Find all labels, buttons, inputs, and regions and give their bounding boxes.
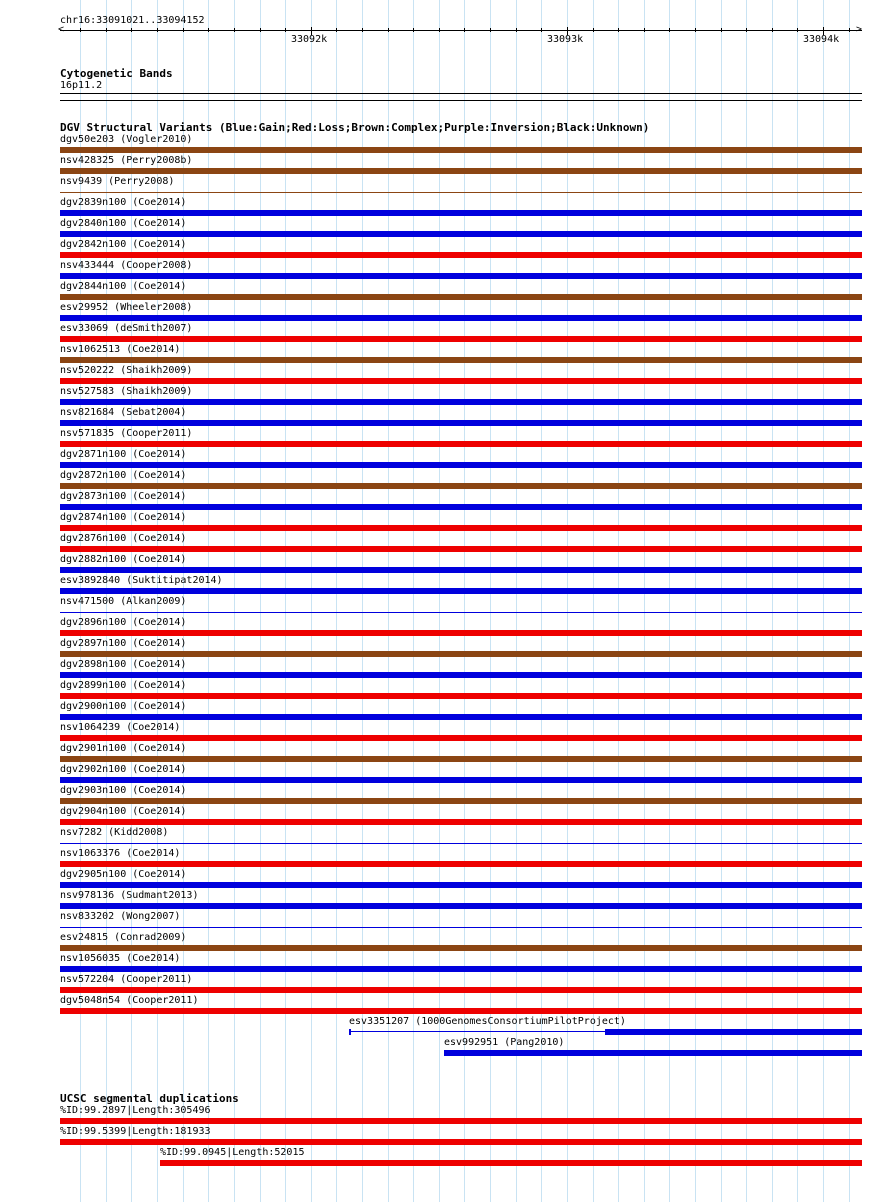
variant-bar[interactable]	[60, 525, 862, 531]
variant-bar[interactable]	[60, 588, 862, 594]
ruler-minor-tick	[285, 28, 286, 32]
ruler-minor-tick	[618, 28, 619, 32]
variant-bar[interactable]	[60, 252, 862, 258]
gridline	[797, 0, 798, 1202]
variant-label[interactable]: dgv2882n100 (Coe2014)	[60, 554, 187, 565]
variant-label[interactable]: nsv471500 (Alkan2009)	[60, 596, 187, 607]
ruler-minor-tick	[721, 28, 722, 32]
variant-label[interactable]: dgv2839n100 (Coe2014)	[60, 197, 187, 208]
segdup-bar[interactable]	[160, 1160, 862, 1166]
variant-bar[interactable]	[60, 357, 862, 363]
variant-label[interactable]: nsv527583 (Shaikh2009)	[60, 386, 193, 397]
variant-label[interactable]: dgv2876n100 (Coe2014)	[60, 533, 187, 544]
variant-label[interactable]: dgv2900n100 (Coe2014)	[60, 701, 187, 712]
gridline	[823, 0, 824, 1202]
cytoband-title: Cytogenetic Bands	[60, 67, 173, 80]
gridline	[336, 0, 337, 1202]
variant-label[interactable]: dgv2842n100 (Coe2014)	[60, 239, 187, 250]
variant-bar[interactable]	[60, 462, 862, 468]
variant-label[interactable]: esv33069 (deSmith2007)	[60, 323, 193, 334]
variant-label[interactable]: nsv1064239 (Coe2014)	[60, 722, 181, 733]
variant-bar[interactable]	[60, 714, 862, 720]
variant-bar[interactable]	[60, 483, 862, 489]
ruler-minor-tick	[849, 28, 850, 32]
ruler-minor-tick	[464, 28, 465, 32]
variant-label[interactable]: dgv2905n100 (Coe2014)	[60, 869, 187, 880]
variant-bar[interactable]	[444, 1050, 862, 1056]
variant-label[interactable]: nsv428325 (Perry2008b)	[60, 155, 193, 166]
cytoband-top-line	[60, 93, 862, 94]
variant-bar[interactable]	[60, 843, 862, 844]
variant-bar[interactable]	[60, 336, 862, 342]
ruler-minor-tick	[669, 28, 670, 32]
ruler-minor-tick	[439, 28, 440, 32]
ruler-minor-tick	[644, 28, 645, 32]
variant-label[interactable]: nsv571835 (Cooper2011)	[60, 428, 193, 439]
variant-label[interactable]: dgv5048n54 (Cooper2011)	[60, 995, 199, 1006]
ruler-minor-tick	[797, 28, 798, 32]
gridline	[849, 0, 850, 1202]
variant-bar[interactable]	[60, 966, 862, 972]
variant-label[interactable]: nsv821684 (Sebat2004)	[60, 407, 187, 418]
ruler-minor-tick	[593, 28, 594, 32]
variant-label[interactable]: dgv2872n100 (Coe2014)	[60, 470, 187, 481]
variant-bar[interactable]	[60, 273, 862, 279]
variant-label[interactable]: nsv833202 (Wong2007)	[60, 911, 181, 922]
variant-bar[interactable]	[60, 612, 862, 613]
variant-label[interactable]: nsv520222 (Shaikh2009)	[60, 365, 193, 376]
variant-label[interactable]: nsv1062513 (Coe2014)	[60, 344, 181, 355]
variant-bar[interactable]	[60, 147, 862, 153]
ruler-location: chr16:33091021..33094152	[60, 15, 205, 26]
variant-bar[interactable]	[60, 882, 862, 888]
variant-label[interactable]: esv24815 (Conrad2009)	[60, 932, 187, 943]
variant-label[interactable]: dgv2844n100 (Coe2014)	[60, 281, 187, 292]
ruler-minor-tick	[516, 28, 517, 32]
cytoband-bottom-line	[60, 100, 862, 101]
variant-label[interactable]: dgv50e203 (Vogler2010)	[60, 134, 193, 145]
ruler-left-arrow-icon: <	[58, 24, 65, 35]
gridline	[644, 0, 645, 1202]
variant-bar[interactable]	[60, 399, 862, 405]
variant-bar[interactable]	[605, 1029, 862, 1035]
ruler-minor-tick	[208, 28, 209, 32]
ruler-minor-tick	[183, 28, 184, 32]
variant-label[interactable]: dgv2871n100 (Coe2014)	[60, 449, 187, 460]
ruler-minor-tick	[336, 28, 337, 32]
variant-label[interactable]: dgv2901n100 (Coe2014)	[60, 743, 187, 754]
variant-bar[interactable]	[60, 777, 862, 783]
ruler-minor-tick	[260, 28, 261, 32]
gridline	[746, 0, 747, 1202]
variant-bar[interactable]	[60, 441, 862, 447]
variant-label[interactable]: esv992951 (Pang2010)	[444, 1037, 565, 1048]
variant-bar[interactable]	[60, 378, 862, 384]
variant-bar[interactable]	[60, 927, 862, 928]
ruler-minor-tick	[157, 28, 158, 32]
gridline	[721, 0, 722, 1202]
ruler-minor-tick	[106, 28, 107, 32]
variant-bar[interactable]	[60, 231, 862, 237]
segdup-title: UCSC segmental duplications	[60, 1092, 239, 1105]
variant-bar[interactable]	[60, 567, 862, 573]
variant-bar[interactable]	[60, 756, 862, 762]
segdup-bar[interactable]	[60, 1118, 862, 1124]
variant-bar[interactable]	[60, 735, 862, 741]
gridline	[234, 0, 235, 1202]
variant-bar[interactable]	[349, 1029, 351, 1035]
segdup-label[interactable]: %ID:99.5399|Length:181933	[60, 1126, 211, 1137]
variant-label[interactable]: nsv433444 (Cooper2008)	[60, 260, 193, 271]
variant-bar[interactable]	[60, 546, 862, 552]
variant-bar[interactable]	[60, 903, 862, 909]
variant-bar[interactable]	[60, 504, 862, 510]
variant-bar[interactable]	[60, 630, 862, 636]
variant-bar[interactable]	[60, 315, 862, 321]
ruler-minor-tick	[388, 28, 389, 32]
variant-label[interactable]: dgv2873n100 (Coe2014)	[60, 491, 187, 502]
variant-label[interactable]: dgv2898n100 (Coe2014)	[60, 659, 187, 670]
gridline	[285, 0, 286, 1202]
variant-label[interactable]: nsv9439 (Perry2008)	[60, 176, 175, 187]
variant-label[interactable]: dgv2896n100 (Coe2014)	[60, 617, 187, 628]
ruler-right-arrow-icon: >	[856, 24, 863, 35]
variant-bar[interactable]	[60, 294, 862, 300]
variant-label[interactable]: esv29952 (Wheeler2008)	[60, 302, 193, 313]
gridline	[669, 0, 670, 1202]
variant-label[interactable]: dgv2874n100 (Coe2014)	[60, 512, 187, 523]
gridline	[260, 0, 261, 1202]
ruler-tick-label: 33094k	[803, 34, 840, 45]
ruler-minor-tick	[541, 28, 542, 32]
ruler-minor-tick	[80, 28, 81, 32]
dgv-title: DGV Structural Variants (Blue:Gain;Red:Loss;Brown:Complex;Purple:Inversion;Black:Unknown)	[60, 121, 650, 134]
variant-bar[interactable]	[60, 672, 862, 678]
variant-bar[interactable]	[60, 693, 862, 699]
variant-bar[interactable]	[60, 420, 862, 426]
ruler-minor-tick	[413, 28, 414, 32]
gridline	[695, 0, 696, 1202]
variant-label[interactable]: dgv2840n100 (Coe2014)	[60, 218, 187, 229]
ruler-tick-label: 33092k	[291, 34, 328, 45]
variant-bar[interactable]	[60, 945, 862, 951]
variant-bar[interactable]	[60, 192, 862, 193]
ruler-minor-tick	[234, 28, 235, 32]
variant-label[interactable]: dgv2899n100 (Coe2014)	[60, 680, 187, 691]
ruler-minor-tick	[131, 28, 132, 32]
variant-label[interactable]: esv3892840 (Suktitipat2014)	[60, 575, 223, 586]
variant-label[interactable]: dgv2903n100 (Coe2014)	[60, 785, 187, 796]
variant-label[interactable]: dgv2904n100 (Coe2014)	[60, 806, 187, 817]
ruler-minor-tick	[695, 28, 696, 32]
variant-label[interactable]: nsv1056035 (Coe2014)	[60, 953, 181, 964]
variant-bar[interactable]	[60, 861, 862, 867]
variant-label[interactable]: nsv1063376 (Coe2014)	[60, 848, 181, 859]
gridline	[772, 0, 773, 1202]
variant-label[interactable]: dgv2897n100 (Coe2014)	[60, 638, 187, 649]
ruler-minor-tick	[772, 28, 773, 32]
ruler-axis	[60, 30, 862, 31]
variant-bar[interactable]	[60, 987, 862, 993]
variant-label[interactable]: nsv978136 (Sudmant2013)	[60, 890, 199, 901]
ruler-minor-tick	[490, 28, 491, 32]
variant-bar[interactable]	[60, 819, 862, 825]
variant-bar[interactable]	[60, 168, 862, 174]
segdup-label[interactable]: %ID:99.0945|Length:52015	[160, 1147, 305, 1158]
variant-bar[interactable]	[60, 651, 862, 657]
cytoband-label[interactable]: 16p11.2	[60, 80, 103, 91]
variant-label[interactable]: dgv2902n100 (Coe2014)	[60, 764, 187, 775]
variant-label[interactable]: esv3351207 (1000GenomesConsortiumPilotProject)	[349, 1016, 626, 1027]
variant-label[interactable]: nsv7282 (Kidd2008)	[60, 827, 169, 838]
variant-bar[interactable]	[60, 798, 862, 804]
segdup-bar[interactable]	[60, 1139, 862, 1145]
segdup-label[interactable]: %ID:99.2897|Length:305496	[60, 1105, 211, 1116]
variant-bar[interactable]	[60, 1008, 862, 1014]
gridline	[311, 0, 312, 1202]
ruler-minor-tick	[362, 28, 363, 32]
ruler-minor-tick	[746, 28, 747, 32]
gridline	[208, 0, 209, 1202]
variant-label[interactable]: nsv572204 (Cooper2011)	[60, 974, 193, 985]
variant-bar[interactable]	[60, 210, 862, 216]
ruler-tick-label: 33093k	[547, 34, 584, 45]
